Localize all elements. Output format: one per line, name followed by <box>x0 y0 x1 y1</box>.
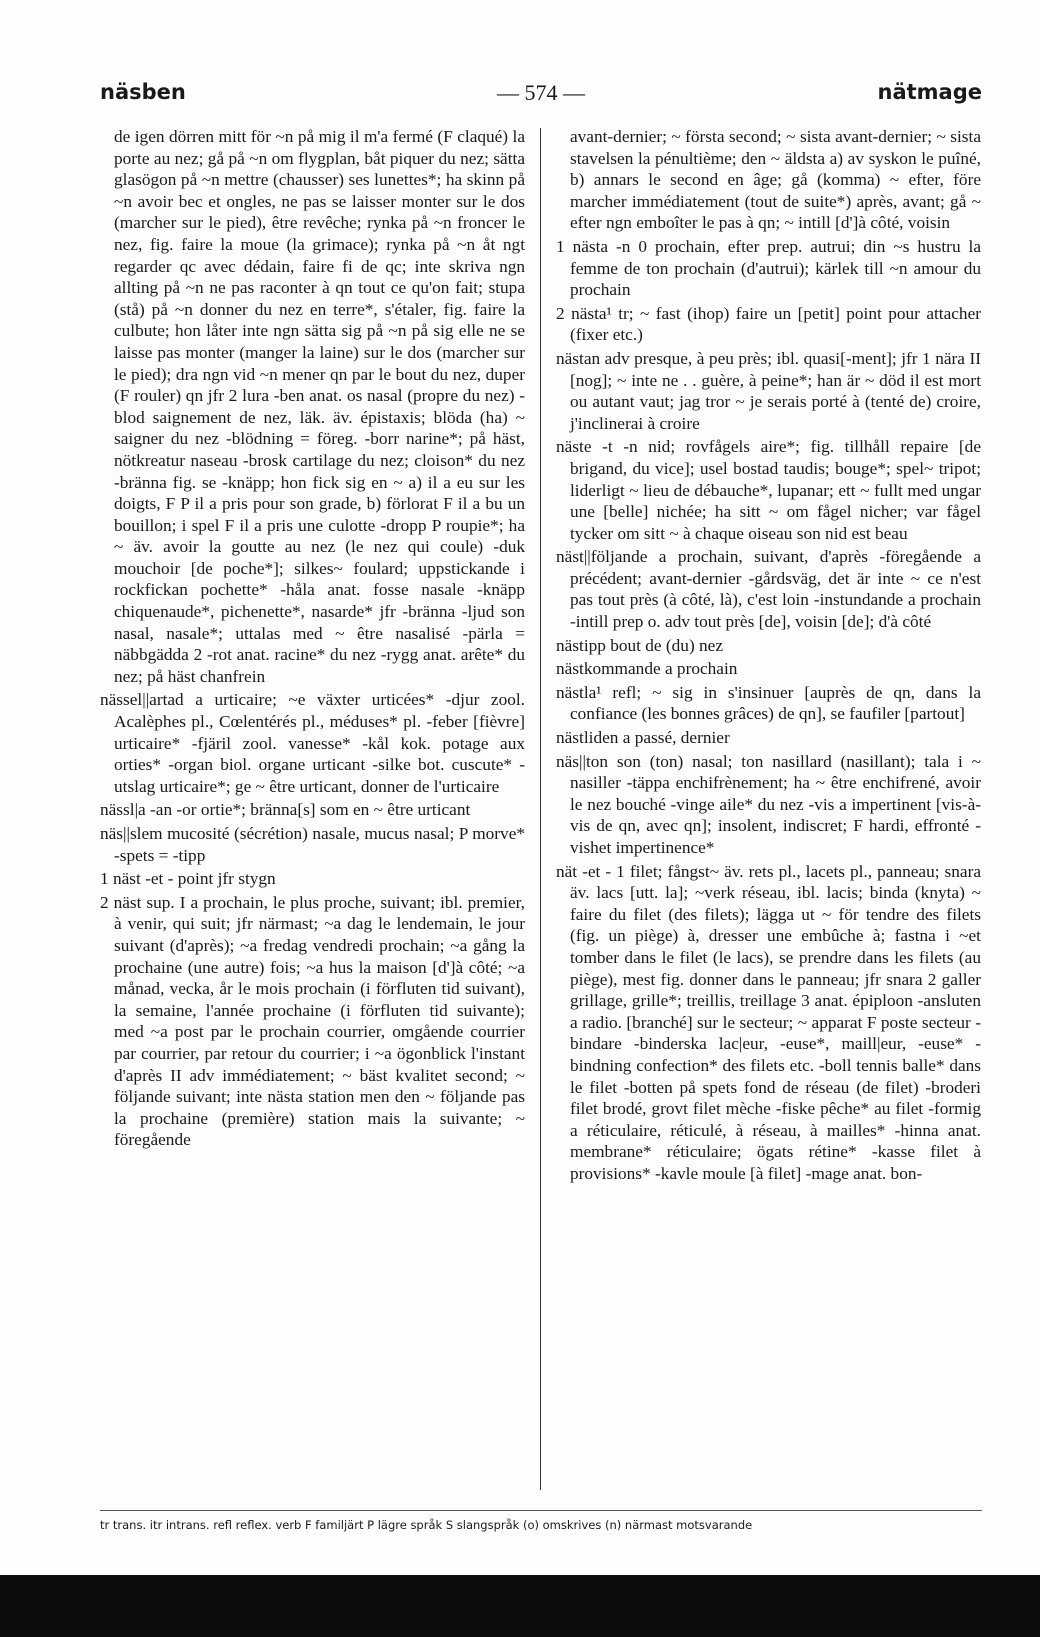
dictionary-entry: nästipp bout de (du) nez <box>556 635 724 655</box>
dictionary-entry: näs||slem mucosité (sécrétion) nasale, mucus nasal; P morve* -spets = -tipp <box>100 824 525 865</box>
dictionary-entry: 1 näst -et - point jfr stygn <box>100 869 276 889</box>
page-number: — 574 — <box>497 80 585 105</box>
dictionary-entry: näste -t -n nid; rovfågels aire*; fig. tillhåll repaire [de brigand, du vice]; usel bostad taudis; bouge*; spel~ tripot; liderligt ~ lieu de débauche*, lupanar; ett ~ fullt med ungar une [belle] nichée; ha sitt ~ om fågel nicher; var fågel tycker om sitt ~ à chaque oiseau son nid est beau <box>556 437 981 543</box>
dictionary-entry: 2 näst sup. I a prochain, le plus proche, suivant; ibl. premier, à venir, qui suit; jfr närmast; ~a dag le lendemain, le jour suivant (d'après); ~a fredag vendredi prochain; ~a gång la prochaine (une autre) fois; ~a hus la maison [d']à côté; ~a månad, vecka, år le mois prochain (i förfluten tid suivant), la semaine, l'année prochaine (i förfluten tid suivante); med ~a post par le prochain courrier, omgående courrier par courrier, par retour du courrier; i ~a ögonblick l'instant d'après II adv immédiatement; ~ bäst kvalitet second; ~ följande suivant; inte nästa station men den ~ följande pas la prochaine (première) station mais la suivante; ~ föregående <box>100 892 525 1150</box>
dictionary-entry: nästliden a passé, dernier <box>556 728 730 748</box>
footer-divider <box>100 1510 982 1511</box>
page-header <box>100 76 982 112</box>
dictionary-entry: nät -et - 1 filet; fångst~ äv. rets pl., lacets pl., panneau; snara äv. lacs [utt. la]; ~verk réseau, ibl. lacis; binda (knyta) ~ faire du filet (des filets); lägga ut ~ för tendre des filets (fig. un piège) à, dresser une embûche à; fastna i ~et tomber dans le filet (le lacs), se prendre dans les filets (au piège), mest fig. donner dans le panneau; jfr snara 2 galler grillage, grille*; treillis, treillage 3 anat. épiploon -ansluten a radio. [branché] sur le secteur; ~ apparat F poste secteur -bindare -binderska lac|eur, -euse*, maill|eur, -euse* -bindning confection* des filets etc. -boll tennis balle* dans le filet -botten på spets fond de réseau (de filet) -broderi filet brodé, grovt filet mèche -fiske pêche* au filet -formig a réticulaire, réticulé, à réseau, à mailles* -hinna anat. membrane* réticulaire; ögats rétine* -kasse filet à provisions* -kavle moule [à filet] -mage anat. bon- <box>556 861 981 1183</box>
dictionary-entry: avant-dernier; ~ första second; ~ sista avant-dernier; ~ sista stavelsen la pénultième; den ~ äldsta a) av syskon le puîné, b) annars le second en âge; gå (komma) ~ efter, före marcher immédiatement (tout de suite*) après, avant; gå ~ efter ngn emboîter le pas à qn; ~ intill [d']à côté, voisin <box>570 127 981 233</box>
dictionary-entry: nässel||artad a urticaire; ~e växter urticées* -djur zool. Acalèphes pl., Cœlentérés pl., méduses* pl. -feber [fièvre] urticaire* -fjäril zool. vanesse* -kål kok. potage aux orties* -organ biol. organe urticant -silke bot. cuscute* -utslag urticaire*; ge ~ être urticant, donner de l'urticaire <box>100 690 525 796</box>
dictionary-entry: 1 nästa -n 0 prochain, efter prep. autrui; din ~s hustru la femme de ton prochain (d'autrui); kärlek till ~n amour du prochain <box>556 236 981 300</box>
abbreviation-legend: tr trans. itr intrans. refl reflex. verb F familjärt P lägre språk S slangspråk (o) omskrives (n) närmast motsvarande <box>100 1518 753 1532</box>
dictionary-entry: 2 nästa¹ tr; ~ fast (ihop) faire un [petit] point pour attacher (fixer etc.) <box>556 303 981 345</box>
left-running-headword: näsben <box>100 80 186 104</box>
dictionary-entry: de igen dörren mitt för ~n på mig il m'a fermé (F claqué) la porte au nez; gå på ~n om flygplan, båt piquer du nez; sätta glasögon på ~n mettre (chausser) ses lunettes*; ha skinn på ~n avoir bec et ongles, ne pas se laisser monter sur le dos (marcher sur le pied), être revêche; rynka på ~n froncer le nez, fig. faire la moue (la grimace); rynka på ~n åt ngt regarder qc avec dédain, faire fi de qc; inte skriva ngn allting på ~n ne pas raconter à qn tout ce qu'on fait; stupa (stå) på ~n donner du nez en terre*, s'étaler, fig. faire la culbute; hon låter inte ngn sätta sig på ~n på sig elle ne se laisse pas monter (manger la laine) sur le dos (marcher sur le pied); dra ngn vid ~n mener qn par le bout du nez, duper (F rouler) qn jfr 2 lura -ben anat. os nasal (propre du nez) -blod saignement de nez, läk. äv. épistaxis; blöda (ha) ~ saigner du nez -blödning = föreg. -borr narine*; på häst, nötkreatur naseau -brosk cartilage du nez; cloison* du nez -bränna fig. se -knäpp; hon fick sig en ~ a) il a eu sur les doigts, F P il a pris pour son grade, b) förlorat F il a bu un bouillon; i spel F il a pris une culotte -dropp P roupie*; ha ~ äv. avoir la goutte au nez (le nez qui coule) -duk mouchoir [de poche*]; silkes~ foulard; uppstickande i rockfickan pochette* -håla anat. fosse nasale -knäpp chiquenaude*, pichenette*, nasarde* jfr -bränna -ljud son nasal, nasale*; uttalas med ~ être nasalisé -pärla = näbbgädda 2 -rot anat. racine* du nez -rygg anat. arête* du nez; på häst chanfrein <box>114 127 525 686</box>
left-column <box>100 126 525 1153</box>
dictionary-entry: nästla¹ refl; ~ sig in s'insinuer [auprès de qn, dans la confiance (les bonnes grâces) de qn], se faufiler [partout] <box>556 682 981 724</box>
column-divider <box>540 128 541 1490</box>
right-running-headword: nätmage <box>877 80 982 104</box>
dictionary-entry: näs||ton son (ton) nasal; ton nasillard (nasillant); tala i ~ nasiller -täppa enchifrènement; ha ~ être enchifrené, avoir le nez bouché -vinge aile* du nez -vis a impertinent [vis-à-vis de qn, avec qn]; insolent, indiscret; F hardi, effronté -vishet impertinence* <box>556 751 981 857</box>
dictionary-entry: nästan adv presque, à peu près; ibl. quasi[-ment]; jfr 1 nära II [nog]; ~ inte ne . . guère, à peine*; han är ~ död il est mort ou autant vaut; jag tror ~ je serais porté à (tenté de) croire, j'inclinerai à croire <box>556 348 981 433</box>
dictionary-entry: nässl|a -an -or ortie*; bränna[s] som en ~ être urticant <box>100 800 471 820</box>
dictionary-entry: näst||följande a prochain, suivant, d'après -föregående a précédent; avant-dernier -gårdsväg, det är inte ~ ce n'est pas tout près (à côté, là), c'est loin -instundande a prochain -intill prep o. adv tout près [de], voisin [de]; d'à côté <box>556 547 981 632</box>
right-column <box>556 126 981 1187</box>
scan-border <box>0 1575 1040 1637</box>
dictionary-entry: nästkommande a prochain <box>556 659 738 679</box>
